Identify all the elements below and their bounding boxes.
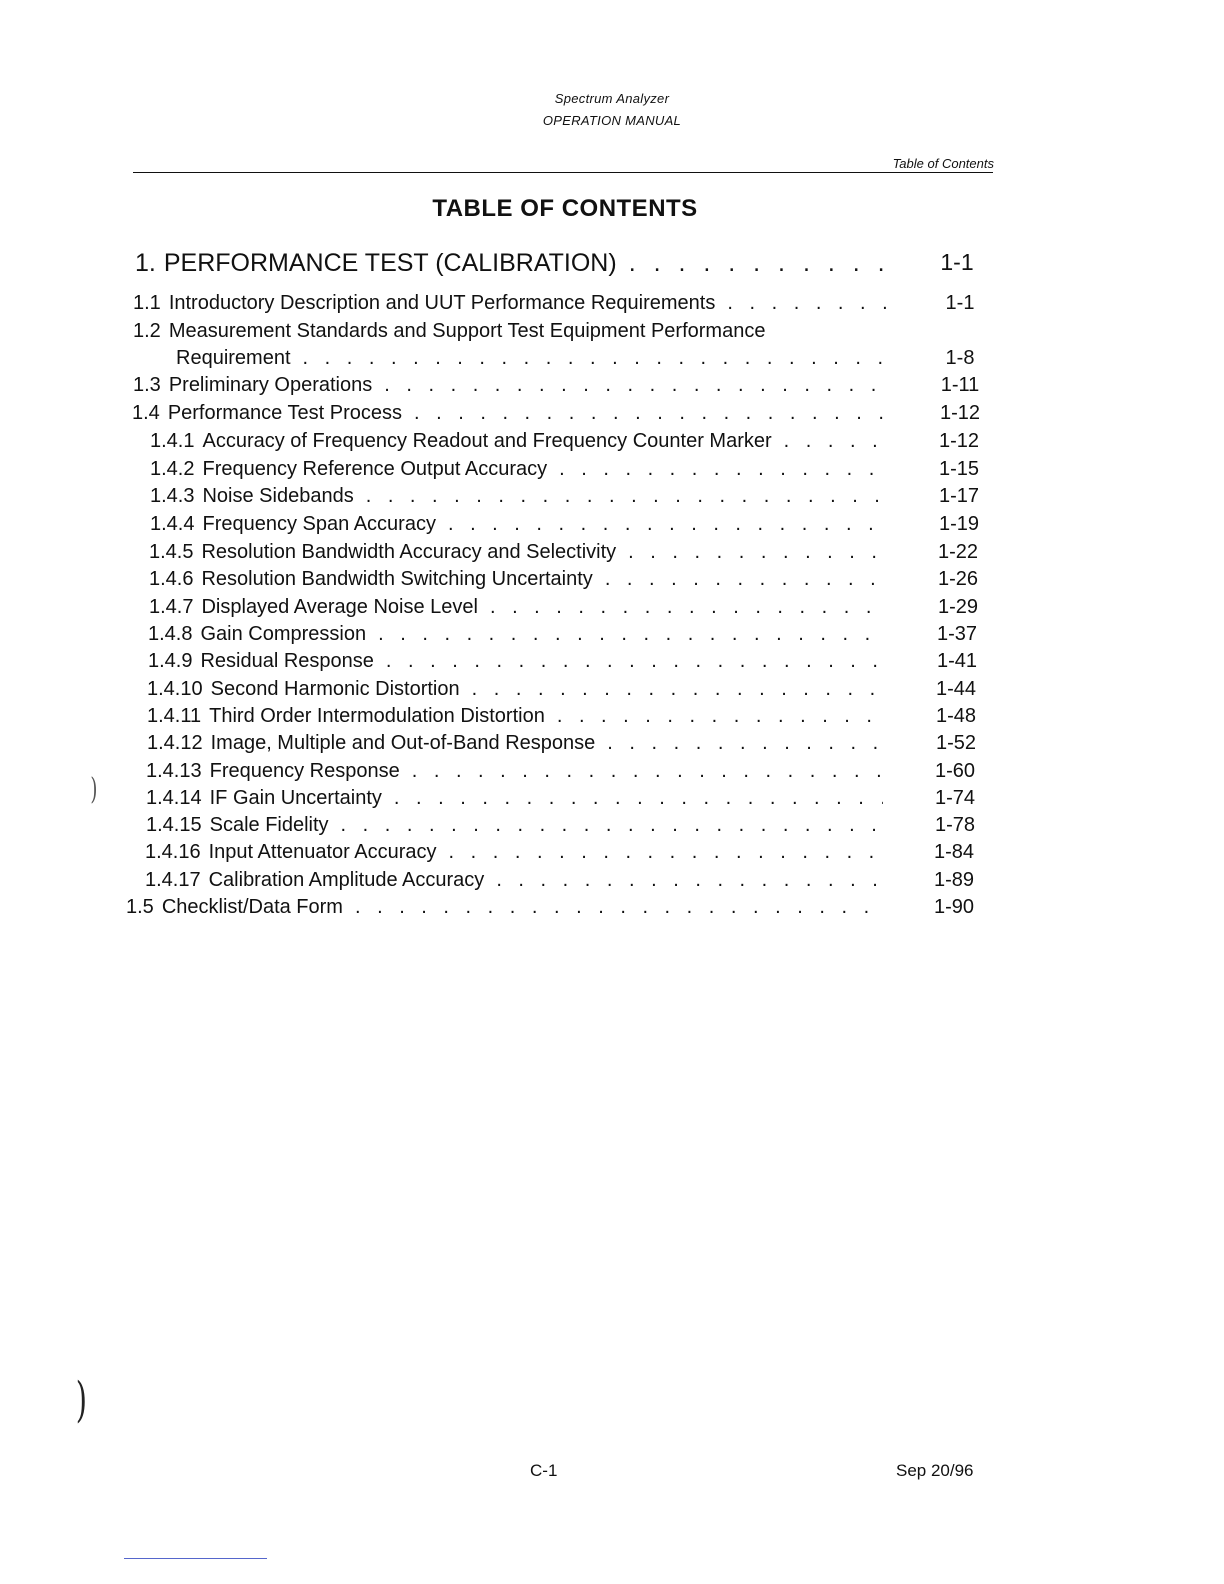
toc-entry-number: 1.2 (133, 320, 161, 342)
toc-chapter-title: PERFORMANCE TEST (CALIBRATION) (163, 249, 617, 277)
toc-entry[interactable] (133, 292, 975, 315)
toc-entry[interactable] (145, 869, 975, 892)
footer-page-number: C-1 (530, 1461, 558, 1480)
toc-entry-title: Displayed Average Noise Level (201, 596, 478, 618)
toc-heading: TABLE OF CONTENTS (432, 195, 698, 222)
toc-entry-number: 1.4.1 (150, 430, 195, 452)
toc-entry-number: 1.4 (132, 402, 160, 424)
footer-date: Sep 20/96 (896, 1461, 974, 1480)
toc-entry-number: 1.3 (133, 374, 161, 396)
toc-entry-continuation[interactable] (176, 347, 975, 370)
toc-entry-title: Image, Multiple and Out-of-Band Response (210, 732, 596, 754)
toc-entry-number: 1.4.9 (148, 650, 193, 672)
toc-entry[interactable] (147, 732, 977, 755)
toc-entry-number: 1.1 (133, 292, 161, 314)
toc-entry-number: 1.4.12 (147, 732, 203, 754)
toc-entry[interactable] (149, 568, 979, 591)
toc-leader (472, 678, 884, 701)
toc-entry-page: 1-15 (938, 458, 980, 480)
toc-entry[interactable] (147, 678, 977, 701)
toc-entry-page: 1-12 (939, 402, 981, 424)
toc-leader (629, 249, 887, 278)
toc-entry-title: Second Harmonic Distortion (210, 678, 460, 700)
toc-entry[interactable] (146, 787, 976, 810)
toc-entry-number: 1.4.6 (149, 568, 194, 590)
toc-entry-page: 1-60 (934, 760, 976, 782)
toc-entry-number: 1.4.15 (146, 814, 202, 836)
toc-entry-page: 1-17 (938, 485, 980, 507)
toc-entry-number: 1.5 (126, 896, 154, 918)
toc-entry-number: 1.4.14 (146, 787, 202, 809)
toc-entry-title: Preliminary Operations (168, 374, 373, 396)
toc-entry-page: 1-26 (937, 568, 979, 590)
toc-leader (341, 814, 883, 837)
toc-entry[interactable] (145, 841, 975, 864)
toc-entry-title-continued: Requirement (176, 347, 291, 369)
toc-leader (559, 458, 887, 481)
toc-entry-page: 1-22 (937, 541, 979, 563)
toc-leader (414, 402, 888, 425)
toc-leader (496, 869, 882, 892)
toc-entry-title: IF Gain Uncertainty (209, 787, 382, 809)
toc-entry-number: 1.4.13 (146, 760, 202, 782)
toc-entry[interactable] (126, 896, 975, 919)
toc-leader (449, 841, 882, 864)
toc-entry-page: 1-44 (935, 678, 977, 700)
toc-leader (784, 430, 887, 453)
toc-entry[interactable] (147, 705, 977, 728)
toc-entry-title: Noise Sidebands (202, 485, 354, 507)
toc-entry-page: 1-74 (934, 787, 976, 809)
toc-entry[interactable] (146, 814, 976, 837)
toc-entry-number: 1.4.3 (150, 485, 195, 507)
toc-leader (607, 732, 884, 755)
toc-chapter[interactable] (135, 249, 974, 278)
toc-leader (448, 513, 887, 536)
toc-entry-title: Frequency Response (209, 760, 400, 782)
toc-entry-page: 1-8 (945, 347, 975, 369)
section-label: Table of Contents (892, 156, 994, 171)
toc-entry-title: Third Order Intermodulation Distortion (209, 705, 545, 727)
toc-entry-number: 1.4.5 (149, 541, 194, 563)
header-rule (133, 172, 993, 173)
toc-leader (557, 705, 884, 728)
toc-entry-page: 1-41 (936, 650, 978, 672)
toc-entry-title: Residual Response (200, 650, 374, 672)
toc-entry-title: Scale Fidelity (209, 814, 329, 836)
toc-entry-page: 1-52 (935, 732, 977, 754)
toc-entry-title: Performance Test Process (167, 402, 402, 424)
toc-entry[interactable] (133, 374, 980, 397)
toc-entry-number: 1.4.16 (145, 841, 201, 863)
toc-entry-page: 1-1 (945, 292, 975, 314)
toc-entry-page: 1-78 (934, 814, 976, 836)
toc-entry-title: Frequency Reference Output Accuracy (202, 458, 548, 480)
toc-entry-number: 1.4.2 (150, 458, 195, 480)
toc-entry-number: 1.4.8 (148, 623, 193, 645)
toc-entry-page: 1-11 (940, 374, 980, 396)
toc-leader (355, 896, 882, 919)
toc-leader (605, 568, 886, 591)
toc-entry-title: Resolution Bandwidth Accuracy and Selectivity (201, 541, 617, 563)
toc-entry[interactable] (148, 650, 978, 673)
toc-entry-page: 1-19 (938, 513, 980, 535)
toc-entry-page: 1-48 (935, 705, 977, 727)
toc-entry-title: Resolution Bandwidth Switching Uncertainty (201, 568, 593, 590)
toc-entry-page: 1-12 (938, 430, 980, 452)
toc-entry-number: 1.4.4 (150, 513, 195, 535)
toc-entry-page: 1-90 (933, 896, 975, 918)
toc-entry[interactable] (150, 458, 980, 481)
toc-entry[interactable] (149, 596, 979, 619)
scan-mark: ) (75, 1372, 87, 1428)
toc-leader (727, 292, 888, 315)
scan-mark: ) (90, 772, 98, 807)
toc-entry[interactable] (150, 513, 980, 536)
toc-entry-title: Calibration Amplitude Accuracy (208, 869, 485, 891)
toc-entry-number: 1.4.11 (147, 705, 202, 727)
toc-entry-title: Accuracy of Frequency Readout and Frequency Counter Marker (202, 430, 772, 452)
toc-entry-page: 1-37 (936, 623, 978, 645)
toc-leader (384, 374, 888, 397)
toc-chapter-page: 1-1 (940, 249, 974, 275)
toc-entry[interactable] (149, 541, 979, 564)
toc-leader (394, 787, 883, 810)
toc-entry-title: Frequency Span Accuracy (202, 513, 436, 535)
toc-entry-title: Input Attenuator Accuracy (208, 841, 437, 863)
toc-entry-page: 1-29 (937, 596, 979, 618)
toc-entry[interactable] (132, 402, 981, 425)
toc-leader (412, 760, 883, 783)
toc-leader (628, 541, 886, 564)
toc-entry[interactable] (150, 485, 980, 508)
toc-leader (386, 650, 885, 673)
toc-entry-title: Gain Compression (200, 623, 367, 645)
toc-leader (366, 485, 887, 508)
toc-entry-number: 1.4.17 (145, 869, 201, 891)
toc-entry-title: Measurement Standards and Support Test Equipment Performance (168, 320, 766, 342)
toc-leader (490, 596, 886, 619)
toc-entry-page: 1-89 (933, 869, 975, 891)
toc-leader (378, 623, 885, 646)
toc-entry-number: 1.4.10 (147, 678, 203, 700)
toc-chapter-number: 1. (135, 249, 156, 277)
toc-entry[interactable] (148, 623, 978, 646)
toc-entry-number: 1.4.7 (149, 596, 194, 618)
toc-entry[interactable] (133, 320, 896, 343)
document-title: Spectrum Analyzer (554, 91, 670, 106)
toc-leader (303, 347, 888, 370)
toc-entry-page: 1-84 (933, 841, 975, 863)
footer-underline (124, 1558, 267, 1559)
toc-entry-title: Checklist/Data Form (161, 896, 343, 918)
toc-entry-title: Introductory Description and UUT Performance Requirements (168, 292, 716, 314)
toc-entry[interactable] (146, 760, 976, 783)
toc-entry[interactable] (150, 430, 980, 453)
document-subtitle: OPERATION MANUAL (542, 113, 682, 128)
